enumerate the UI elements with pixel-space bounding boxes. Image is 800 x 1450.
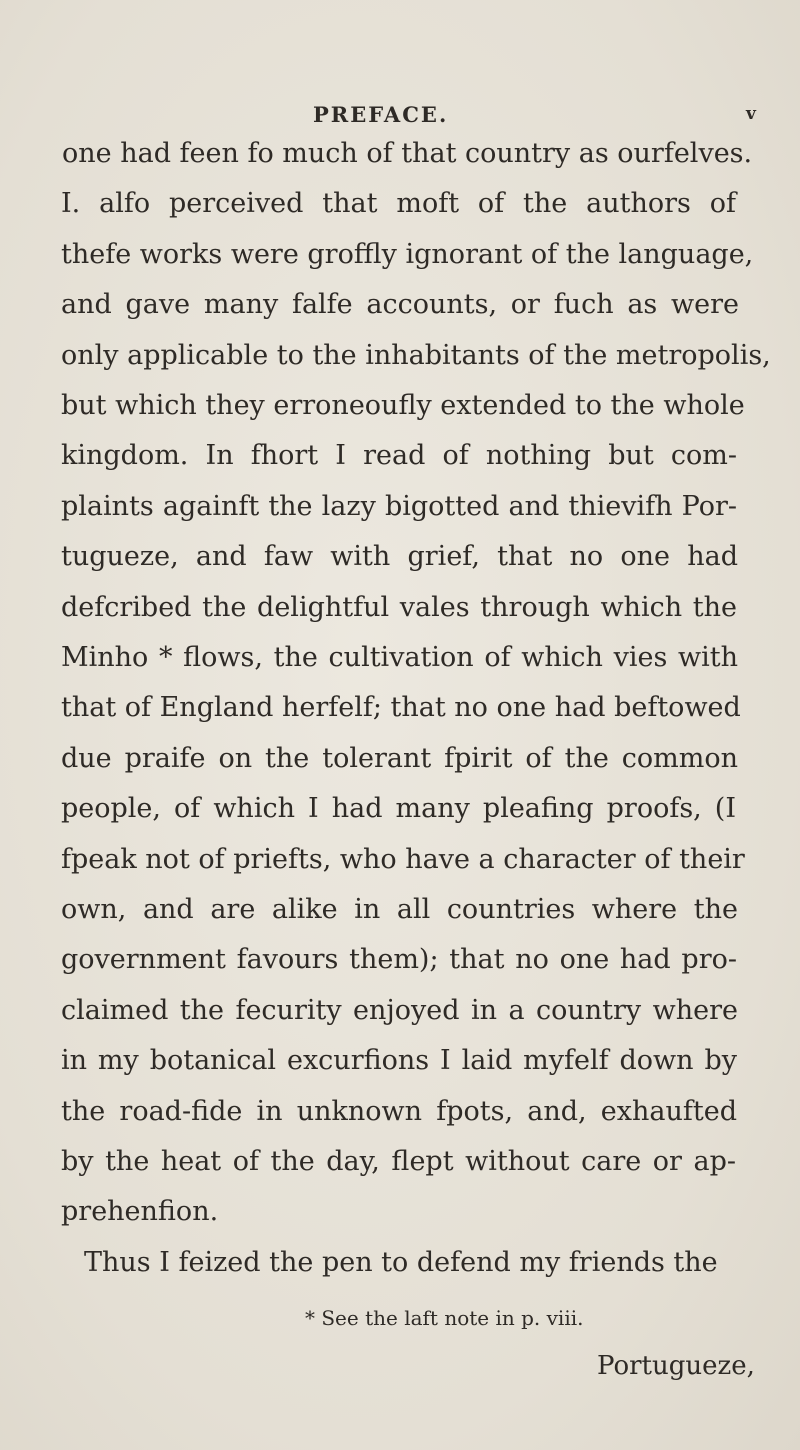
page-header bbox=[0, 102, 800, 132]
running-head: PREFACE. bbox=[313, 102, 449, 127]
text-line: tugueze, and faw with grief, that no one had bbox=[61, 541, 738, 572]
text-line: prehenfion. bbox=[61, 1196, 219, 1227]
text-line: own, and are alike in all countries where the bbox=[61, 894, 738, 925]
text-line: people, of which I had many pleafing proofs, (I bbox=[61, 793, 736, 824]
text-line: that of England herfelf; that no one had beftowed bbox=[61, 692, 741, 723]
text-line: I. alfo perceived that moft of the authors of bbox=[61, 188, 736, 219]
text-line: defcribed the delightful vales through which the bbox=[61, 592, 737, 623]
text-line: Minho * flows, the cultivation of which vies with bbox=[61, 642, 738, 673]
text-line: but which they erroneoufly extended to the whole bbox=[61, 390, 745, 421]
footnote: * See the laft note in p. viii. bbox=[305, 1306, 584, 1330]
text-line: government favours them); that no one had pro- bbox=[61, 944, 737, 975]
text-line: Thus I feized the pen to defend my friends the bbox=[84, 1247, 718, 1278]
catchword: Portugueze, bbox=[597, 1351, 755, 1381]
text-line: and gave many falfe accounts, or fuch as were bbox=[61, 289, 739, 320]
text-line: in my botanical excurfions I laid myfelf down by bbox=[61, 1045, 737, 1076]
text-line: kingdom. In fhort I read of nothing but com- bbox=[61, 440, 737, 471]
text-line: fpeak not of priefts, who have a character of their bbox=[61, 844, 745, 875]
text-line: by the heat of the day, flept without care or ap- bbox=[61, 1146, 736, 1177]
text-line: plaints againft the lazy bigotted and thievifh Por- bbox=[61, 491, 737, 522]
text-line: the road-fide in unknown fpots, and, exhaufted bbox=[61, 1096, 737, 1127]
text-line: due praife on the tolerant fpirit of the common bbox=[61, 743, 738, 774]
text-line: only applicable to the inhabitants of the metropolis, bbox=[61, 340, 771, 371]
text-line: claimed the fecurity enjoyed in a country where bbox=[61, 995, 738, 1026]
text-line: one had feen fo much of that country as ourfelves. bbox=[62, 138, 753, 169]
page-number: v bbox=[746, 104, 756, 124]
text-line: thefe works were groffly ignorant of the language, bbox=[61, 239, 754, 270]
